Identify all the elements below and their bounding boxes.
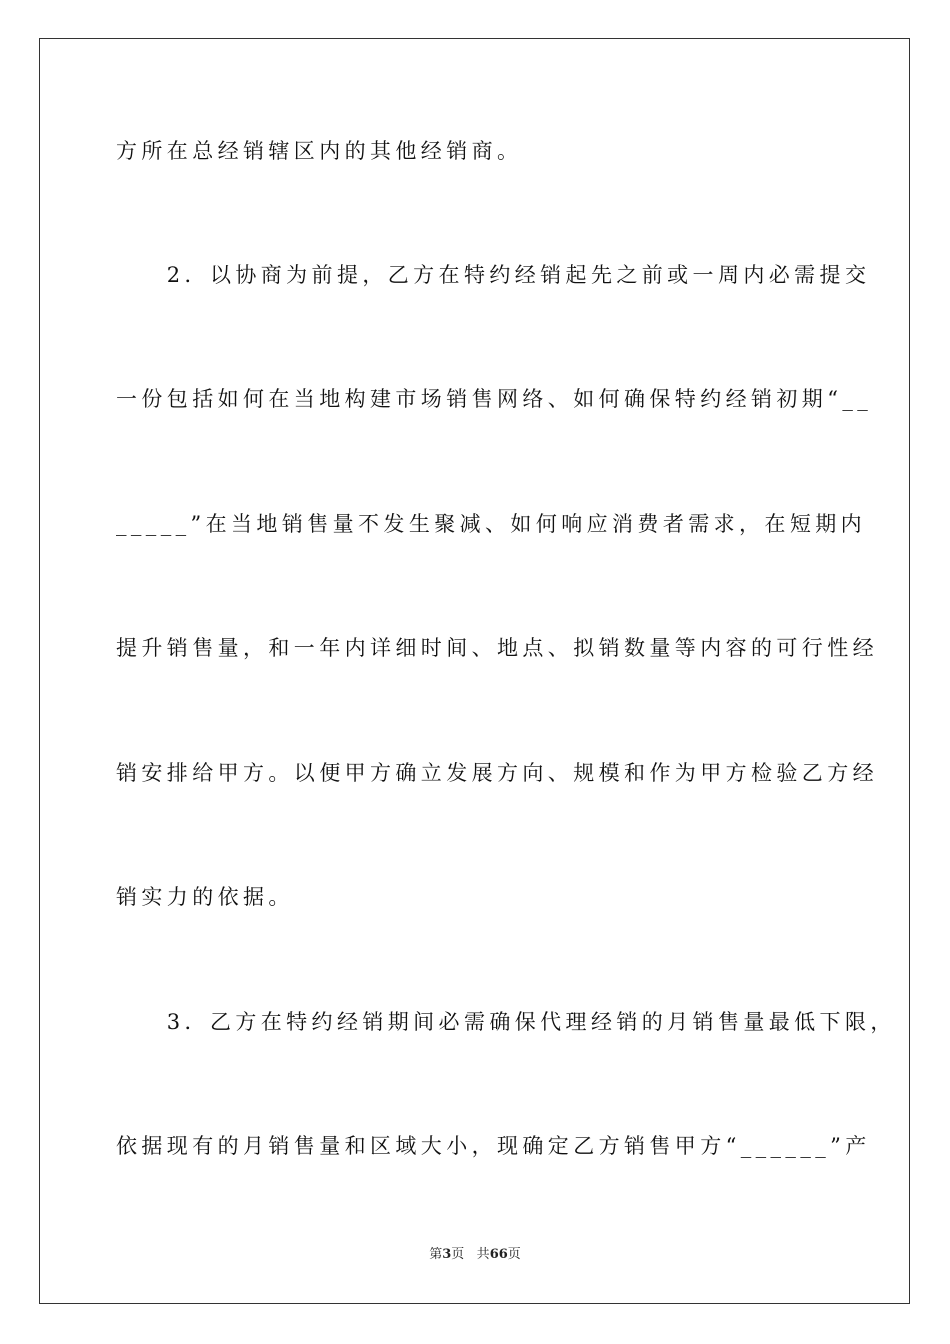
current-page-number: 3 (442, 1247, 452, 1262)
body-text-line: 一份包括如何在当地构建市场销售网络、如何确保特约经销初期“__ (116, 387, 873, 411)
footer-total-prefix: 共 (476, 1247, 490, 1262)
body-text-line: 方所在总经销辖区内的其他经销商。 (116, 139, 523, 163)
page-border (39, 38, 910, 1304)
body-text-line: 提升销售量，和一年内详细时间、地点、拟销数量等内容的可行性经 (116, 636, 878, 660)
body-text-line: 3．乙方在特约经销期间必需确保代理经销的月销售量最低下限， (116, 1010, 896, 1034)
body-text-line: 销实力的依据。 (116, 885, 294, 909)
body-text-line: 销安排给甲方。以便甲方确立发展方向、规模和作为甲方检验乙方经 (116, 761, 878, 785)
footer-total-suffix: 页 (507, 1247, 521, 1262)
footer-prefix: 第 (429, 1247, 443, 1262)
total-page-count: 66 (489, 1247, 508, 1262)
footer-page-suffix: 页 (451, 1247, 465, 1262)
body-text-line: 2．以协商为前提，乙方在特约经销起先之前或一周内必需提交 (116, 263, 871, 287)
page-number-footer (0, 1246, 950, 1264)
body-text-line: _____”在当地销售量不发生聚减、如何响应消费者需求，在短期内 (116, 512, 867, 536)
body-text-line: 依据现有的月销售量和区域大小，现确定乙方销售甲方“______”产 (116, 1134, 871, 1158)
